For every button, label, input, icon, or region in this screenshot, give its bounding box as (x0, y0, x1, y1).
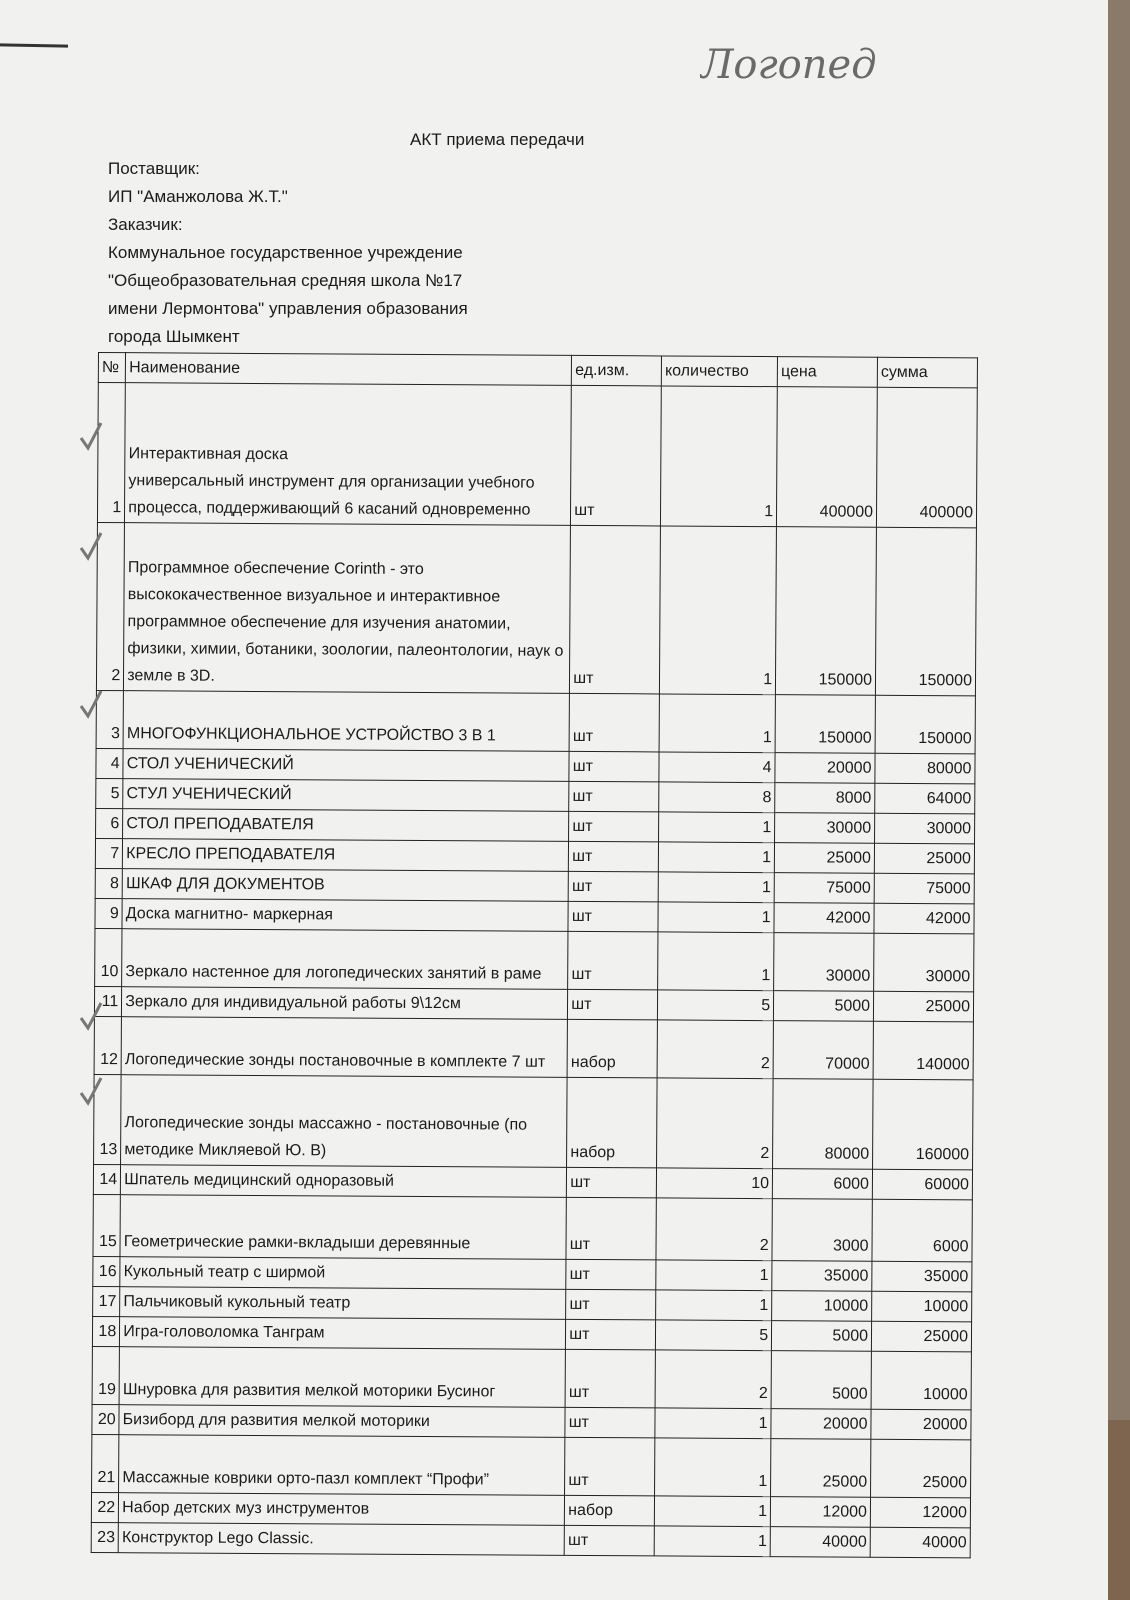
row-price: 5000 (772, 1321, 872, 1352)
row-price: 10000 (772, 1291, 872, 1322)
row-unit: шт (568, 989, 658, 1020)
row-price: 5000 (774, 991, 874, 1022)
row-unit: набор (567, 1077, 657, 1168)
row-quantity: 1 (660, 526, 777, 695)
row-unit: шт (566, 1319, 656, 1350)
customer-label: Заказчик: (108, 215, 183, 234)
row-name: ШКАФ ДЛЯ ДОКУМЕНТОВ (122, 869, 568, 902)
row-quantity: 1 (658, 842, 774, 873)
row-name: Шпатель медицинский одноразовый (121, 1165, 567, 1198)
row-quantity: 1 (654, 1496, 770, 1527)
row-unit: шт (566, 1289, 656, 1320)
header-price: цена (777, 357, 877, 388)
row-number: 3 (96, 690, 124, 748)
row-sum: 12000 (870, 1497, 970, 1528)
row-sum: 10000 (872, 1291, 972, 1322)
pen-mark (0, 43, 68, 47)
row-unit: шт (568, 931, 658, 990)
row-name: Интерактивная доска универсальный инструмент для организации учебного процесса, поддерживающий 6 касаний одновременно (125, 383, 572, 526)
row-unit: набор (567, 1019, 657, 1078)
row-sum: 80000 (875, 753, 975, 784)
row-price: 6000 (772, 1169, 872, 1200)
row-name: Игра-головоломка Танграм (120, 1317, 566, 1350)
row-name: КРЕСЛО ПРЕПОДАВАТЕЛЯ (123, 839, 569, 872)
row-price: 40000 (770, 1527, 870, 1558)
row-name: СТУЛ УЧЕНИЧЕСКИЙ (123, 779, 569, 812)
row-unit: шт (569, 841, 659, 872)
row-sum: 60000 (872, 1169, 972, 1200)
row-name: СТОЛ УЧЕНИЧЕСКИЙ (123, 749, 569, 782)
row-quantity: 1 (656, 1260, 772, 1291)
row-number: 12 (94, 1016, 122, 1074)
row-number: 13 (94, 1074, 122, 1164)
row-number: 6 (96, 808, 123, 838)
table-row (95, 928, 974, 991)
row-unit: шт (569, 811, 659, 842)
header-number: № (98, 353, 125, 383)
row-unit: шт (569, 693, 659, 752)
row-price: 80000 (773, 1079, 873, 1170)
row-sum: 150000 (875, 695, 975, 754)
row-price: 70000 (773, 1021, 873, 1080)
row-unit: шт (565, 1349, 655, 1408)
row-quantity: 5 (656, 1320, 772, 1351)
row-sum: 25000 (873, 991, 973, 1022)
row-number: 16 (93, 1256, 120, 1286)
row-unit: шт (567, 1167, 657, 1198)
table-row (93, 1194, 972, 1261)
row-name: Геометрические рамки-вкладыши деревянные (120, 1195, 566, 1260)
row-number: 19 (92, 1346, 120, 1404)
row-number: 17 (93, 1286, 120, 1316)
row-sum: 140000 (873, 1021, 973, 1080)
header-unit: ед.изм. (572, 355, 662, 386)
row-name: Конструктор Lego Classic. (118, 1523, 564, 1556)
row-sum: 75000 (874, 873, 974, 904)
row-unit: шт (564, 1525, 654, 1556)
row-sum: 10000 (871, 1351, 971, 1410)
table-row (92, 1434, 971, 1497)
row-quantity: 1 (654, 1526, 770, 1557)
row-price: 20000 (775, 753, 875, 784)
row-quantity: 1 (661, 386, 778, 527)
row-number: 21 (92, 1434, 120, 1492)
row-unit: шт (568, 871, 658, 902)
row-number: 18 (92, 1316, 119, 1346)
row-quantity: 2 (657, 1078, 774, 1169)
check-mark-icon (78, 1075, 104, 1107)
check-mark-icon (78, 420, 104, 452)
row-name: МНОГОФУНКЦИОНАЛЬНОЕ УСТРОЙСТВО 3 В 1 (123, 691, 569, 752)
row-price: 5000 (771, 1351, 871, 1410)
customer-line: города Шымкент (108, 327, 240, 346)
row-unit: шт (565, 1437, 655, 1496)
row-number: 10 (95, 928, 123, 986)
row-sum: 64000 (875, 783, 975, 814)
check-mark-icon (78, 1000, 104, 1032)
header-quantity: количество (661, 356, 777, 387)
customer-line: имени Лермонтова" управления образования (108, 299, 468, 318)
row-price: 25000 (774, 843, 874, 874)
table-row (96, 522, 976, 695)
row-sum: 6000 (872, 1199, 972, 1262)
row-sum: 40000 (870, 1527, 970, 1558)
row-sum: 25000 (874, 843, 974, 874)
row-name: Зеркало для индивидуальной работы 9\12см (122, 987, 568, 1020)
row-sum: 160000 (873, 1079, 974, 1170)
row-unit: шт (566, 1259, 656, 1290)
row-price: 150000 (775, 695, 875, 754)
row-price: 42000 (774, 903, 874, 934)
row-number: 2 (96, 522, 124, 690)
row-number: 23 (91, 1522, 118, 1552)
row-name: Доска магнитно- маркерная (122, 899, 568, 932)
row-number: 7 (95, 838, 122, 868)
row-price: 3000 (772, 1199, 872, 1262)
row-quantity: 1 (655, 1438, 771, 1497)
row-price: 30000 (775, 813, 875, 844)
row-price: 25000 (771, 1439, 871, 1498)
table-row (91, 1522, 970, 1557)
row-number: 22 (91, 1492, 118, 1522)
row-quantity: 1 (656, 1290, 772, 1321)
row-number: 5 (96, 778, 123, 808)
row-number: 4 (96, 748, 123, 778)
svg-text:Логопед: Логопед (700, 42, 877, 88)
row-name: Бизиборд для развития мелкой моторики (119, 1405, 565, 1438)
row-name: Логопедические зонды массажно - постановочные (по методике Микляевой Ю. В) (121, 1075, 568, 1168)
row-quantity: 1 (658, 932, 774, 991)
row-number: 9 (95, 898, 122, 928)
row-sum: 20000 (871, 1409, 971, 1440)
row-name: СТОЛ ПРЕПОДАВАТЕЛЯ (123, 809, 569, 842)
row-number: 15 (93, 1194, 121, 1256)
row-price: 20000 (771, 1409, 871, 1440)
row-quantity: 10 (656, 1168, 772, 1199)
check-mark-icon (78, 530, 104, 562)
row-sum: 25000 (871, 1439, 971, 1498)
row-unit: шт (569, 751, 659, 782)
row-price: 35000 (772, 1261, 872, 1292)
row-sum: 30000 (874, 933, 974, 992)
row-unit: шт (571, 385, 662, 526)
row-name: Логопедические зонды постановочные в комплекте 7 шт (121, 1017, 567, 1078)
supplier-label: Поставщик: (108, 159, 200, 178)
table-row (94, 1074, 974, 1169)
handwritten-note-logoped (700, 30, 960, 100)
row-quantity: 2 (656, 1198, 772, 1261)
row-name: Программное обеспечение Corinth - это высококачественное визуальное и интерактивное программное обеспечение для изучения анатомии, физики, химии, ботаники, зоологии, палеонтологии, наук о земле в 3D. (124, 523, 571, 694)
table-row (96, 690, 975, 753)
row-number: 1 (97, 383, 125, 523)
table-row (97, 383, 977, 528)
row-quantity: 2 (657, 1020, 773, 1079)
table-row (94, 1016, 973, 1079)
row-unit: шт (570, 525, 661, 694)
row-quantity: 8 (659, 782, 775, 813)
row-name: Шнуровка для развития мелкой моторики Бусиног (119, 1347, 565, 1408)
check-mark-icon (78, 688, 104, 720)
row-unit: шт (566, 1197, 656, 1260)
row-sum: 150000 (875, 527, 976, 696)
row-unit: шт (568, 901, 658, 932)
row-sum: 30000 (875, 813, 975, 844)
items-table (91, 352, 978, 1558)
row-sum: 25000 (871, 1321, 971, 1352)
row-number: 14 (93, 1164, 120, 1194)
row-quantity: 5 (658, 990, 774, 1021)
row-quantity: 1 (659, 812, 775, 843)
row-name: Набор детских муз инструментов (119, 1493, 565, 1526)
row-price: 30000 (774, 933, 874, 992)
row-name: Пальчиковый кукольный театр (120, 1287, 566, 1320)
row-unit: шт (569, 781, 659, 812)
table-row (92, 1346, 971, 1409)
row-sum: 35000 (872, 1261, 972, 1292)
row-quantity: 1 (659, 694, 775, 753)
row-sum: 42000 (874, 903, 974, 934)
row-number: 20 (92, 1404, 119, 1434)
row-quantity: 1 (655, 1408, 771, 1439)
row-number: 8 (95, 868, 122, 898)
row-quantity: 2 (655, 1350, 771, 1409)
row-quantity: 1 (658, 902, 774, 933)
header-name: Наименование (126, 353, 572, 386)
customer-line: "Общеобразовательная средняя школа №17 (108, 271, 463, 290)
row-quantity: 1 (658, 872, 774, 903)
customer-line: Коммунальное государственное учреждение (108, 243, 463, 262)
document-title: АКТ приема передачи (410, 130, 585, 149)
row-price: 75000 (774, 873, 874, 904)
row-name: Кукольный театр с ширмой (120, 1257, 566, 1290)
row-unit: шт (565, 1407, 655, 1438)
row-price: 150000 (776, 527, 877, 696)
row-price: 12000 (770, 1497, 870, 1528)
row-unit: набор (565, 1495, 655, 1526)
row-name: Массажные коврики орто-пазл комплект “Профи” (119, 1435, 565, 1496)
header-sum: сумма (877, 357, 977, 388)
row-number: 11 (94, 986, 121, 1016)
row-price: 400000 (777, 387, 878, 528)
row-sum: 400000 (876, 387, 977, 528)
supplier-name: ИП "Аманжолова Ж.Т." (108, 187, 288, 206)
row-price: 8000 (775, 783, 875, 814)
row-quantity: 4 (659, 752, 775, 783)
row-name: Зеркало настенное для логопедических занятий в раме (122, 929, 568, 990)
